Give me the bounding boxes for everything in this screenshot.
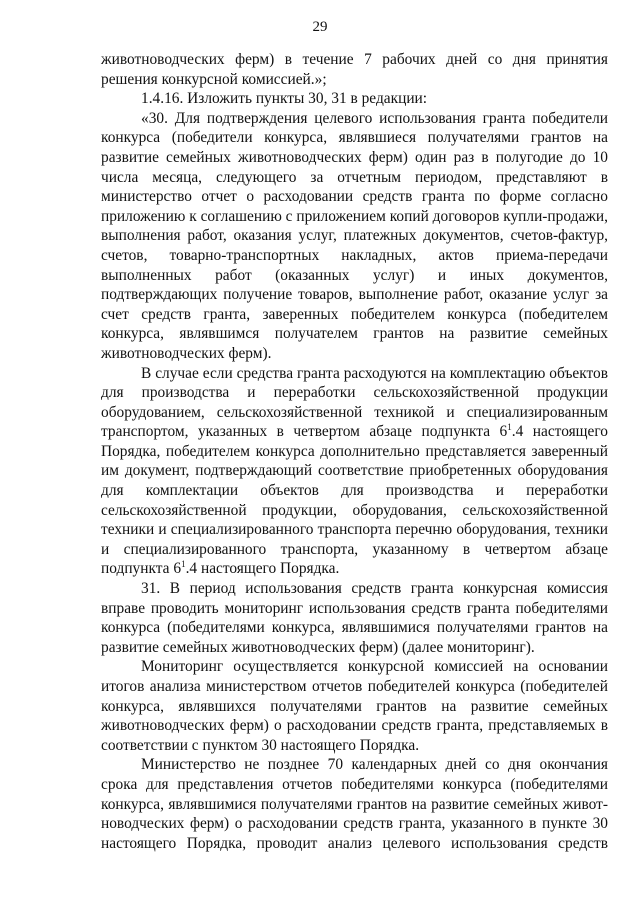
- superscript-2: 1: [181, 559, 186, 570]
- document-body: [101, 50, 608, 853]
- superscript-1: 1: [507, 422, 512, 433]
- paragraph-equipment-text-3: .4 настоящего Порядка.: [185, 560, 340, 578]
- paragraph-item-30: «30. Для подтверждения целевого использования гранта победители конкурса (победители конкурса, являвшиеся получателями грантов на развитие семейных животноводческих ферм) один раз в полугодие до 10 числа месяца, следующего за отчетным периодом, представляют в министерство отчет о расходовании средств гранта по форме согласно приложению к соглашению с приложением копий договоров купли-продажи, выполнения работ, оказания услуг, платежных документов, счетов-фактур, счетов, товарно-транспортных накладных, актов приема-передачи выполненных работ (оказанных услуг) и иных документов, подтверждающих получение товаров, выполнение работ, оказание услуг за счет средств гранта, заверенных победителем конкурса (победителем конкурса, являвшимся получателем грантов на развитие семейных животноводческих ферм).: [101, 109, 608, 362]
- paragraph-equipment-text-2: .4 настоящего Порядка, победителем конкурса дополнительно представляется заверенный им документ, подтверждающий соответствие приобретенных оборудования для комплектации объектов для производства и переработки сельскохозяйственной продукции, оборудования, сельскохозяйственной техники и специализированного транспорта перечню оборудования, техники и специализированного транспорта, указанному в четвертом абзаце подпункта 6: [101, 423, 608, 578]
- paragraph-ministry-analysis: Министерство не позднее 70 календарных дней со дня окончания срока для представления отчетов победителями конкурса (победителями конкурса, являвшимися получателями грантов на развитие семейных животноводческих ферм) о расходовании средств гранта, указанного в пункте 30 настоящего Порядка, проводит анализ целевого использования средств: [101, 756, 608, 852]
- paragraph-amendment-1-4-16: 1.4.16. Изложить пункты 30, 31 в редакции:: [141, 90, 428, 108]
- paragraph-continuation: животноводческих ферм) в течение 7 рабочих дней со дня принятия решения конкурсной комиссией.»;: [101, 51, 608, 88]
- paragraph-monitoring: Мониторинг осуществляется конкурсной комиссией на основании итогов анализа министерством отчетов победителей конкурса (победителей конкурса, являвшихся получателями грантов на развитие семейных животноводческих ферм) о расходовании средств гранта, представляемых в соответствии с пунктом 30 настоящего Порядка.: [101, 658, 608, 754]
- paragraph-item-31: 31. В период использования средств гранта конкурсная комиссия вправе проводить мониторинг использования средств гранта победителями конкурса (победителями конкурса, являвшимися получателями грантов на развитие семейных животноводческих ферм) (далее мониторинг).: [101, 580, 608, 656]
- page-number: 29: [312, 19, 328, 35]
- paragraph-equipment-text-1: В случае если средства гранта расходуются на комплектацию объектов для производства и переработки сельскохозяйственной продукции оборудованием, сельскохозяйственной техникой и специализированным транспортом, указанных в четвертом абзаце подпункта 6: [101, 364, 608, 441]
- paragraph-equipment-case: [101, 364, 608, 580]
